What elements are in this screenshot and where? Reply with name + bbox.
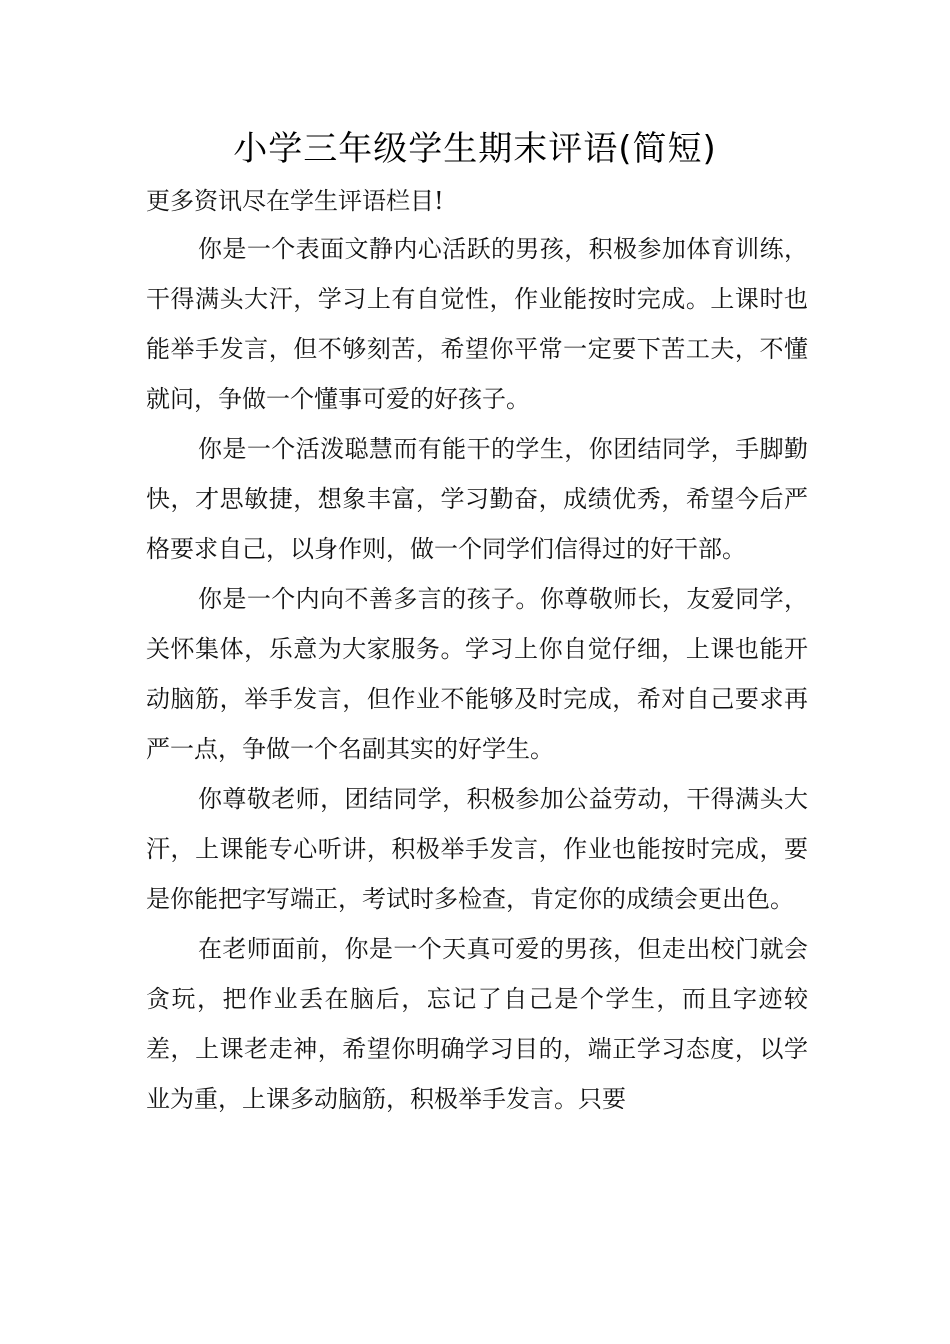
paragraph-1: 你是一个表面文静内心活跃的男孩，积极参加体育训练，干得满头大汗，学习上有自觉性，作业能按时完成。上课时也能举手发言，但不够刻苦，希望你平常一定要下苦工夫，不懂就问，争做一个懂事可爱的好孩子。	[146, 235, 808, 413]
paragraph-3: 你是一个内向不善多言的孩子。你尊敬师长，友爱同学，关怀集体，乐意为大家服务。学习上你自觉仔细，上课也能开动脑筋，举手发言，但作业不能够及时完成，希对自己要求再严一点，争做一个名副其实的好学生。	[146, 585, 808, 763]
paragraph-4: 你尊敬老师，团结同学，积极参加公益劳动，干得满头大汗，上课能专心听讲，积极举手发言，作业也能按时完成，要是你能把字写端正，考试时多检查，肯定你的成绩会更出色。	[146, 785, 808, 913]
intro-line: 更多资讯尽在学生评语栏目!	[146, 187, 444, 215]
document-body	[146, 224, 808, 1124]
paragraph-2: 你是一个活泼聪慧而有能干的学生，你团结同学，手脚勤快，才思敏捷，想象丰富，学习勤奋，成绩优秀，希望今后严格要求自己，以身作则，做一个同学们信得过的好干部。	[146, 435, 808, 563]
paragraph-5: 在老师面前，你是一个天真可爱的男孩，但走出校门就会贪玩，把作业丢在脑后，忘记了自己是个学生，而且字迹较差，上课老走神，希望你明确学习目的，端正学习态度，以学业为重，上课多动脑筋，积极举手发言。只要	[146, 935, 808, 1113]
document-title: 小学三年级学生期末评语(简短)	[233, 129, 717, 169]
